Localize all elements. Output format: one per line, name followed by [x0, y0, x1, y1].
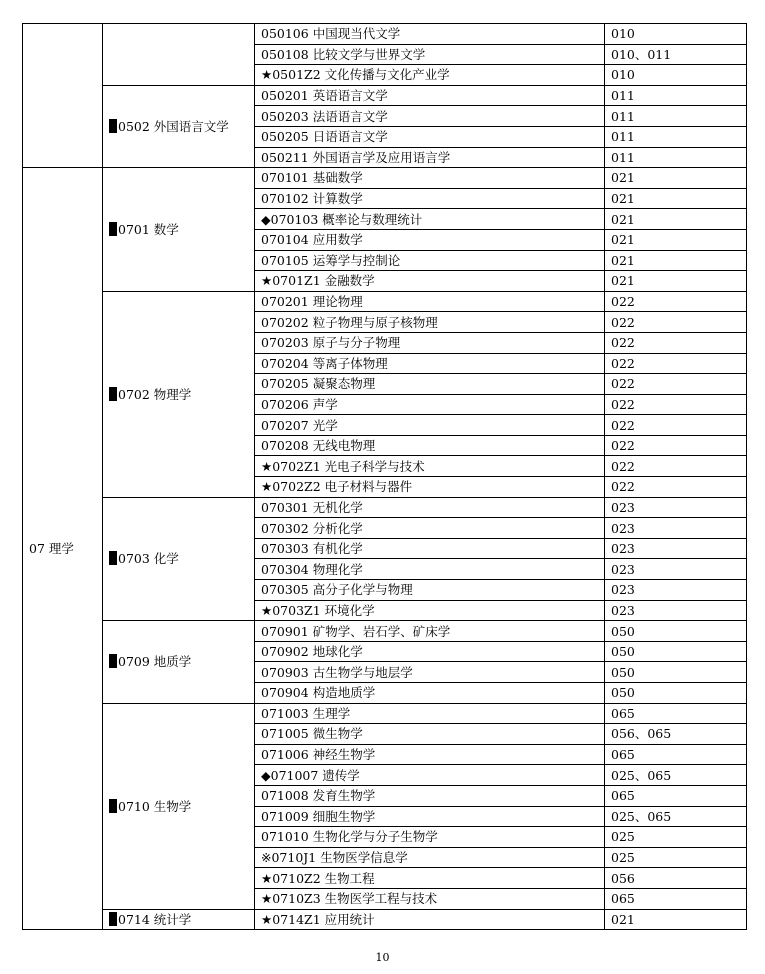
exam-code-cell: 021 [605, 168, 747, 189]
exam-code-cell: 011 [605, 106, 747, 127]
exam-code-cell: 021 [605, 250, 747, 271]
major-cell: 070202 粒子物理与原子核物理 [255, 312, 605, 333]
table-row [23, 497, 747, 518]
exam-code-cell: 021 [605, 209, 747, 230]
major-cell: 050203 法语语言文学 [255, 106, 605, 127]
exam-code-cell: 025 [605, 847, 747, 868]
major-cell: ◆070103 概率论与数理统计 [255, 209, 605, 230]
major-cell: 070204 等离子体物理 [255, 353, 605, 374]
exam-code-cell: 022 [605, 456, 747, 477]
discipline-code: 0710 [118, 798, 150, 814]
major-cell: ◆071007 遗传学 [255, 765, 605, 786]
exam-code-cell: 022 [605, 332, 747, 353]
exam-code-cell: 050 [605, 641, 747, 662]
category-cell: 07 理学 [23, 168, 103, 930]
table-row [23, 909, 747, 930]
major-cell: 070208 无线电物理 [255, 435, 605, 456]
discipline-name: 数学 [153, 221, 179, 237]
major-cell: 070104 应用数学 [255, 229, 605, 250]
major-cell: ※0710J1 生物医学信息学 [255, 847, 605, 868]
exam-code-cell: 011 [605, 147, 747, 168]
discipline-name: 物理学 [153, 386, 192, 402]
major-cell: ★0701Z1 金融数学 [255, 271, 605, 292]
major-cell: 071010 生物化学与分子生物学 [255, 827, 605, 848]
discipline-cell [103, 703, 255, 909]
filled-square-marker-icon [109, 222, 117, 236]
exam-code-cell: 056 [605, 868, 747, 889]
discipline-cell [103, 85, 255, 167]
exam-code-cell: 022 [605, 415, 747, 436]
discipline-cell [103, 168, 255, 292]
major-cell: 071008 发育生物学 [255, 785, 605, 806]
major-cell: ★0501Z2 文化传播与文化产业学 [255, 65, 605, 86]
discipline-cell [103, 497, 255, 621]
discipline-name: 地质学 [153, 654, 192, 670]
table-row [23, 291, 747, 312]
major-cell: 071003 生理学 [255, 703, 605, 724]
major-cell: 070101 基础数学 [255, 168, 605, 189]
exam-code-cell: 025 [605, 827, 747, 848]
major-cell: ★0703Z1 环境化学 [255, 600, 605, 621]
exam-code-cell: 023 [605, 497, 747, 518]
exam-code-cell: 050 [605, 683, 747, 704]
major-cell: 071006 神经生物学 [255, 744, 605, 765]
major-cell: 070302 分析化学 [255, 518, 605, 539]
exam-code-cell: 056、065 [605, 724, 747, 745]
table-row [23, 168, 747, 189]
exam-code-cell: 025、065 [605, 806, 747, 827]
discipline-code: 0709 [118, 654, 150, 670]
exam-code-cell: 065 [605, 888, 747, 909]
major-cell: 070305 高分子化学与物理 [255, 580, 605, 601]
exam-code-cell: 010 [605, 65, 747, 86]
exam-code-cell: 021 [605, 909, 747, 930]
exam-code-cell: 022 [605, 353, 747, 374]
exam-code-cell: 010 [605, 24, 747, 45]
major-cell: 050211 外国语言学及应用语言学 [255, 147, 605, 168]
major-cell: ★0702Z2 电子材料与器件 [255, 477, 605, 498]
major-cell: ★0714Z1 应用统计 [255, 909, 605, 930]
major-cell: 050108 比较文学与世界文学 [255, 44, 605, 65]
filled-square-marker-icon [109, 799, 117, 813]
exam-code-cell: 023 [605, 600, 747, 621]
discipline-code: 0703 [118, 551, 150, 567]
filled-square-marker-icon [109, 387, 117, 401]
major-cell: ★0702Z1 光电子科学与技术 [255, 456, 605, 477]
discipline-cell [103, 24, 255, 86]
major-cell: 050106 中国现当代文学 [255, 24, 605, 45]
discipline-code: 0502 [118, 118, 150, 134]
exam-code-cell: 022 [605, 394, 747, 415]
major-cell: 070206 声学 [255, 394, 605, 415]
exam-code-cell: 050 [605, 662, 747, 683]
exam-code-cell: 022 [605, 435, 747, 456]
catalog-body [23, 24, 747, 930]
table-row [23, 85, 747, 106]
filled-square-marker-icon [109, 551, 117, 565]
discipline-cell [103, 621, 255, 703]
exam-code-cell: 025、065 [605, 765, 747, 786]
filled-square-marker-icon [109, 912, 117, 926]
major-cell: 070207 光学 [255, 415, 605, 436]
exam-code-cell: 023 [605, 518, 747, 539]
major-cell: 070301 无机化学 [255, 497, 605, 518]
filled-square-marker-icon [109, 119, 117, 133]
discipline-name: 统计学 [153, 911, 192, 927]
exam-code-cell: 022 [605, 477, 747, 498]
major-cell: 070902 地球化学 [255, 641, 605, 662]
exam-code-cell: 022 [605, 291, 747, 312]
major-cell: 070304 物理化学 [255, 559, 605, 580]
exam-code-cell: 011 [605, 126, 747, 147]
major-cell: 071009 细胞生物学 [255, 806, 605, 827]
major-cell: 070904 构造地质学 [255, 683, 605, 704]
discipline-name: 化学 [153, 551, 179, 567]
table-row [23, 621, 747, 642]
major-cell: 071005 微生物学 [255, 724, 605, 745]
filled-square-marker-icon [109, 654, 117, 668]
table-row [23, 703, 747, 724]
major-cell: ★0710Z2 生物工程 [255, 868, 605, 889]
major-cell: 070203 原子与分子物理 [255, 332, 605, 353]
exam-code-cell: 021 [605, 188, 747, 209]
major-cell: 070901 矿物学、岩石学、矿床学 [255, 621, 605, 642]
major-cell: 070105 运筹学与控制论 [255, 250, 605, 271]
major-cell: 070201 理论物理 [255, 291, 605, 312]
exam-code-cell: 022 [605, 312, 747, 333]
major-cell: 070205 凝聚态物理 [255, 374, 605, 395]
exam-code-cell: 022 [605, 374, 747, 395]
discipline-name: 生物学 [153, 798, 192, 814]
discipline-cell [103, 909, 255, 930]
exam-code-cell: 010、011 [605, 44, 747, 65]
exam-code-cell: 050 [605, 621, 747, 642]
table-row [23, 24, 747, 45]
major-cell: 070102 计算数学 [255, 188, 605, 209]
discipline-catalog-table [22, 23, 747, 930]
discipline-code: 0701 [118, 221, 150, 237]
exam-code-cell: 021 [605, 229, 747, 250]
discipline-cell [103, 291, 255, 497]
exam-code-cell: 065 [605, 744, 747, 765]
exam-code-cell: 065 [605, 703, 747, 724]
discipline-code: 0702 [118, 386, 150, 402]
discipline-code: 0714 [118, 911, 150, 927]
exam-code-cell: 023 [605, 559, 747, 580]
major-cell: 050205 日语语言文学 [255, 126, 605, 147]
major-cell: ★0710Z3 生物医学工程与技术 [255, 888, 605, 909]
exam-code-cell: 011 [605, 85, 747, 106]
exam-code-cell: 021 [605, 271, 747, 292]
exam-code-cell: 023 [605, 580, 747, 601]
major-cell: 050201 英语语言文学 [255, 85, 605, 106]
exam-code-cell: 023 [605, 538, 747, 559]
page-number: 10 [375, 951, 390, 964]
exam-code-cell: 065 [605, 785, 747, 806]
major-cell: 070303 有机化学 [255, 538, 605, 559]
discipline-name: 外国语言文学 [153, 118, 229, 134]
category-cell [23, 24, 103, 168]
major-cell: 070903 古生物学与地层学 [255, 662, 605, 683]
